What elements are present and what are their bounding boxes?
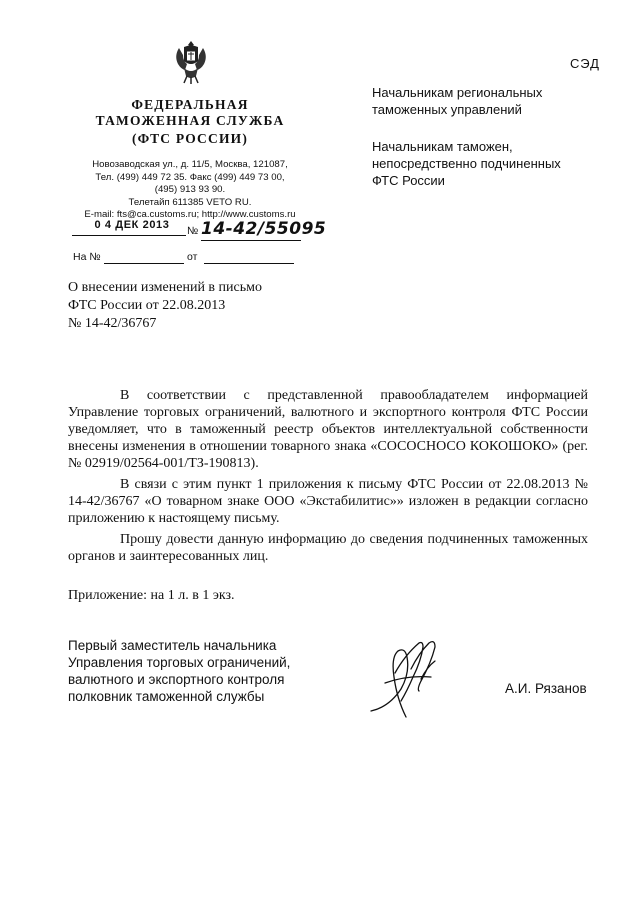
addressee-line5: ФТС России — [372, 173, 445, 188]
subject-line1: О внесении изменений в письмо — [68, 280, 262, 295]
reply-to-label: На № — [73, 251, 101, 263]
signer-title-line2: Управления торговых ограничений, — [68, 655, 291, 670]
reply-from-field — [204, 263, 294, 264]
addressee-line4: непосредственно подчиненных — [372, 156, 561, 171]
reply-to-field — [104, 263, 184, 264]
signer-title-line3: валютного и экспортного контроля — [68, 672, 285, 687]
document-mark: СЭД — [570, 56, 600, 71]
signer-title-line4: полковник таможенной службы — [68, 689, 265, 704]
address-line3: (495) 913 93 90. — [154, 184, 226, 195]
subject-line2: ФТС России от 22.08.2013 — [68, 298, 226, 313]
letter-body — [68, 387, 588, 569]
signer-name: А.И. Рязанов — [505, 681, 587, 696]
appendix-note: Приложение: на 1 л. в 1 экз. — [68, 588, 235, 603]
addressee-line1: Начальникам региональных — [372, 85, 543, 100]
address-line5: E-mail: fts@ca.customs.ru; http://www.customs.ru — [84, 209, 296, 220]
address-line1: Новозаводская ул., д. 11/5, Москва, 121087, — [92, 159, 288, 170]
org-name-line2: ТАМОЖЕННАЯ СЛУЖБА — [95, 113, 285, 128]
org-name-line3: (ФТС РОССИИ) — [131, 131, 249, 146]
subject-line3: № 14-42/36767 — [68, 316, 157, 331]
org-name-line1: ФЕДЕРАЛЬНАЯ — [131, 97, 249, 112]
coat-of-arms-icon — [172, 38, 210, 86]
body-paragraph-3: Прошу довести данную информацию до сведения подчиненных таможенных органов и заинтересованных лиц. — [68, 532, 588, 564]
address-line4: Телетайп 611385 VETO RU. — [128, 196, 252, 208]
addressee-line3: Начальникам таможен, — [372, 139, 513, 154]
registration-date: 0 4 ДЕК 2013 — [94, 219, 170, 231]
handwritten-signature — [365, 633, 455, 718]
body-paragraph-2: В связи с этим пункт 1 приложения к письму ФТС России от 22.08.2013 № 14-42/36767 «О товарном знаке ООО «Экстабилитис»» изложен в редакции согласно приложению к настоящему письму. — [68, 477, 588, 526]
registration-number: 14-42/55095 — [201, 219, 327, 239]
date-underline — [72, 235, 186, 236]
reply-from-label: от — [187, 251, 198, 263]
number-label: № — [187, 225, 199, 237]
number-underline — [201, 240, 301, 241]
body-paragraph-1: В соответствии с представленной правообладателем информацией Управление торговых ограничений, валютного и экспортного контроля ФТС России уведомляет, что в таможенный реестр объектов интеллектуальной собственности внесены изменения в отношении товарного знака «СОСОСНОСО КОКОШОКО» (рег. № 02919/02564-001/ТЗ-190813). — [68, 388, 588, 471]
signer-title-line1: Первый заместитель начальника — [68, 638, 277, 653]
address-line2: Тел. (499) 449 72 35. Факс (499) 449 73 00, — [95, 171, 285, 183]
addressee-line2: таможенных управлений — [372, 102, 522, 117]
